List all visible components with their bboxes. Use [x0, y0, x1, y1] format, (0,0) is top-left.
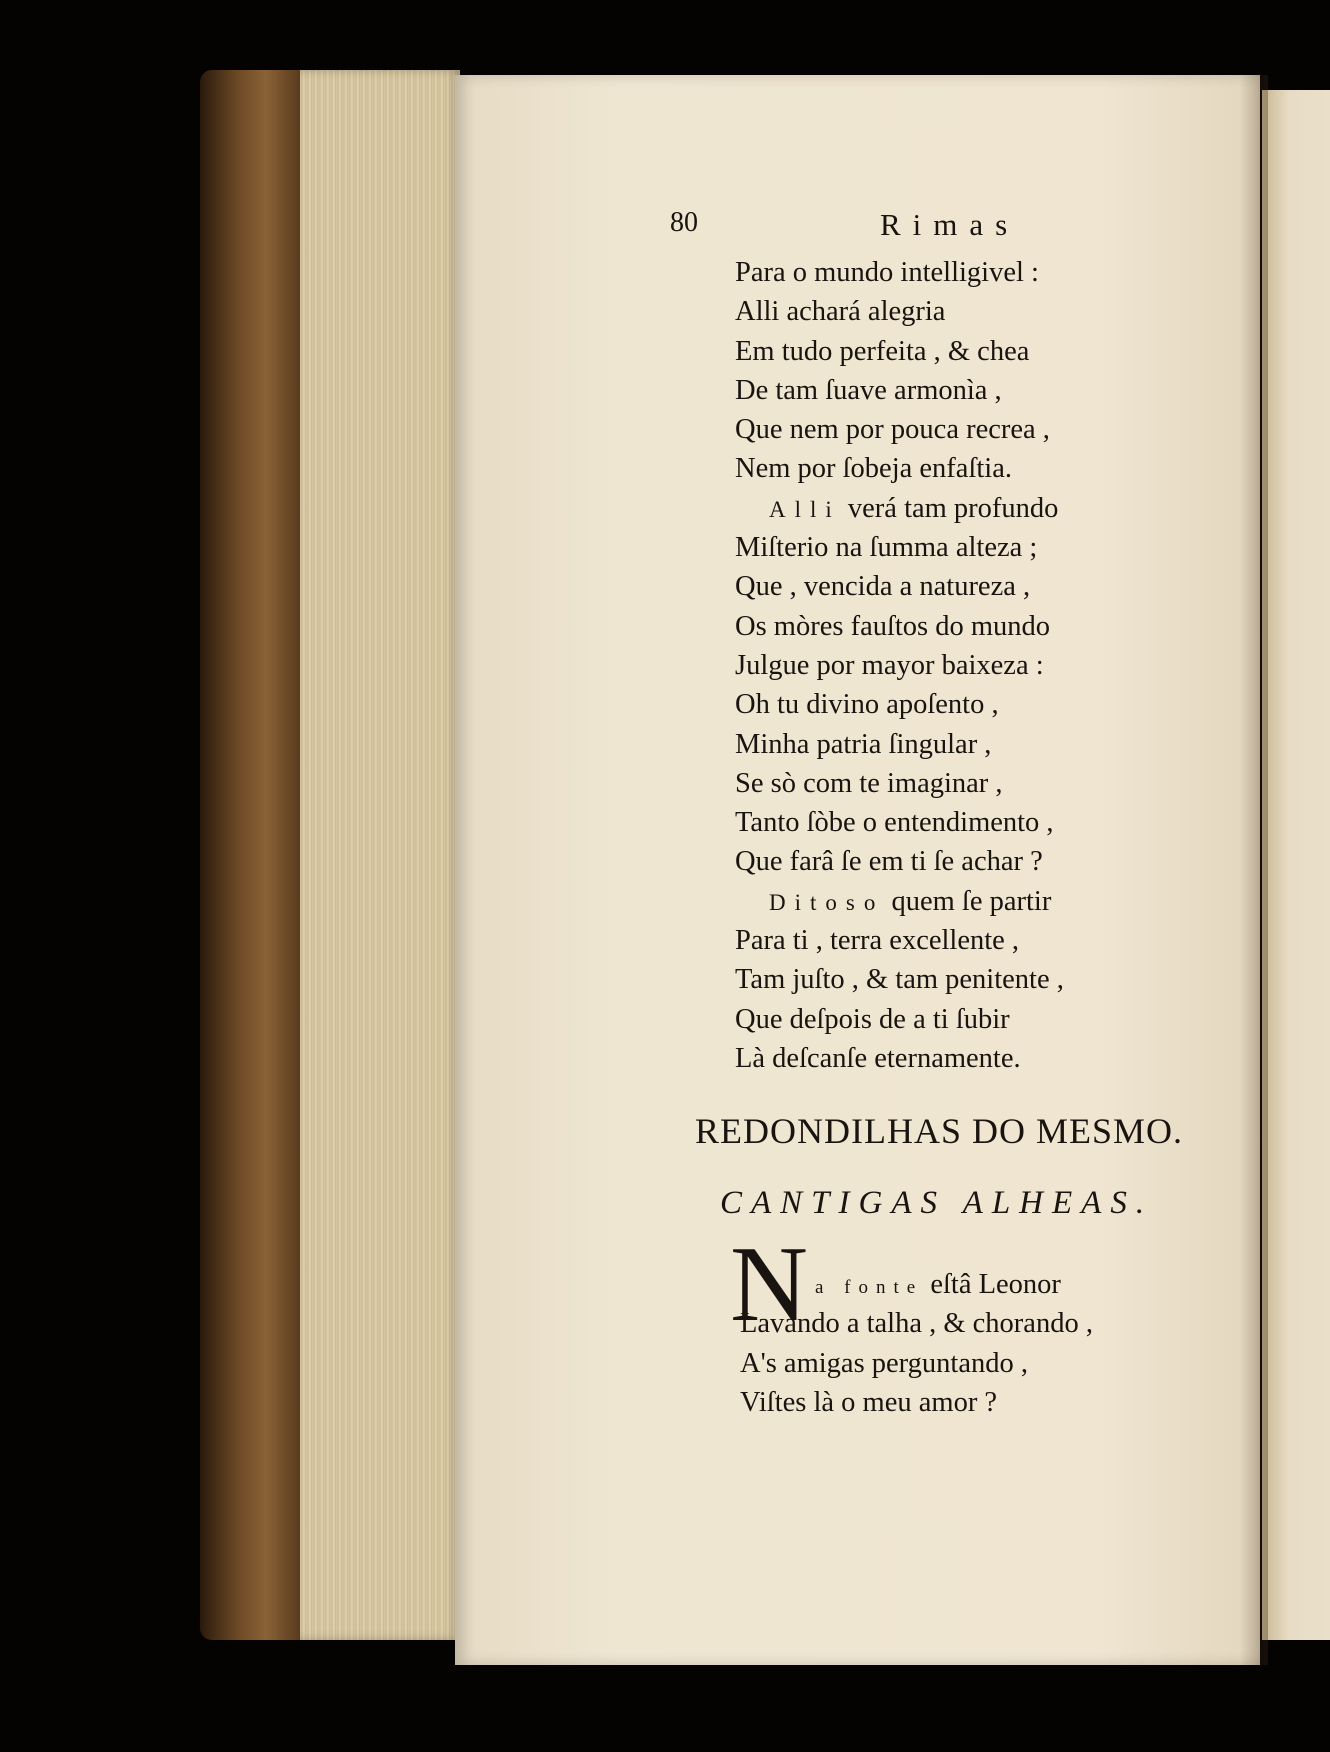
stanza-lead-word: Alli	[769, 496, 841, 522]
stanza-line: Viſtes là o meu amor ?	[740, 1386, 998, 1418]
verse-line: Os mòres fauſtos do mundo	[735, 610, 1051, 642]
book-spine	[200, 70, 310, 1640]
verse-block	[735, 253, 1255, 1078]
section-title: REDONDILHAS DO MESMO.	[695, 1111, 1184, 1151]
first-line-caps: a fonte	[815, 1277, 924, 1298]
verse-line: Para ti , terra excellente ,	[735, 925, 1020, 957]
drop-cap: N	[730, 1225, 808, 1344]
verse-line: Nem por ſobeja enfaſtia.	[735, 453, 1012, 485]
verse-line: Minha patria ſingular ,	[735, 728, 992, 760]
verse-line: Là deſcanſe eternamente.	[735, 1042, 1021, 1074]
stanza-start-line	[735, 882, 1255, 921]
page-edges	[300, 70, 460, 1640]
stanza-lead-word: Ditoso	[769, 889, 885, 915]
section-subtitle: CANTIGAS ALHEAS.	[720, 1185, 1154, 1221]
verse-line: Miſterio na ſumma alteza ;	[735, 532, 1038, 564]
song-stanza	[740, 1265, 1260, 1422]
verse-line: Que farâ ſe em ti ſe achar ?	[735, 846, 1043, 878]
facing-page-edge	[1262, 90, 1330, 1640]
verse-line: Alli achará alegria	[735, 296, 946, 328]
verse-line: Que , vencida a natureza ,	[735, 571, 1031, 603]
first-line-rest: eſtâ Leonor	[923, 1269, 1061, 1300]
verse-line: Que deſpois de a ti ſubir	[735, 1003, 1010, 1035]
verse-line: Julgue por mayor baixeza :	[735, 649, 1044, 681]
verse-line: Em tudo perfeita , & chea	[735, 335, 1030, 367]
verse-line: Tam juſto , & tam penitente ,	[735, 964, 1064, 996]
stanza-line: Lavando a talha , & chorando ,	[740, 1308, 1093, 1340]
running-head: Rimas	[880, 207, 1020, 242]
verse-line: Se sò com te imaginar ,	[735, 767, 1003, 799]
stanza-line: A's amigas perguntando ,	[740, 1347, 1028, 1379]
verse-line: De tam ſuave armonìa ,	[735, 374, 1002, 406]
stanza-start-line	[735, 489, 1255, 528]
page-header	[670, 207, 1090, 253]
verse-line: Que nem por pouca recrea ,	[735, 414, 1050, 446]
verse-line: Tanto ſòbe o entendimento ,	[735, 807, 1054, 839]
verse-line: Para o mundo intelligivel :	[735, 257, 1039, 288]
verse-line-rest: verá tam profundo	[840, 492, 1059, 524]
verse-line-rest: quem ſe partir	[884, 885, 1052, 917]
page-number: 80	[670, 207, 698, 238]
stanza-first-line	[740, 1265, 1260, 1304]
verse-line: Oh tu divino apoſento ,	[735, 689, 999, 721]
